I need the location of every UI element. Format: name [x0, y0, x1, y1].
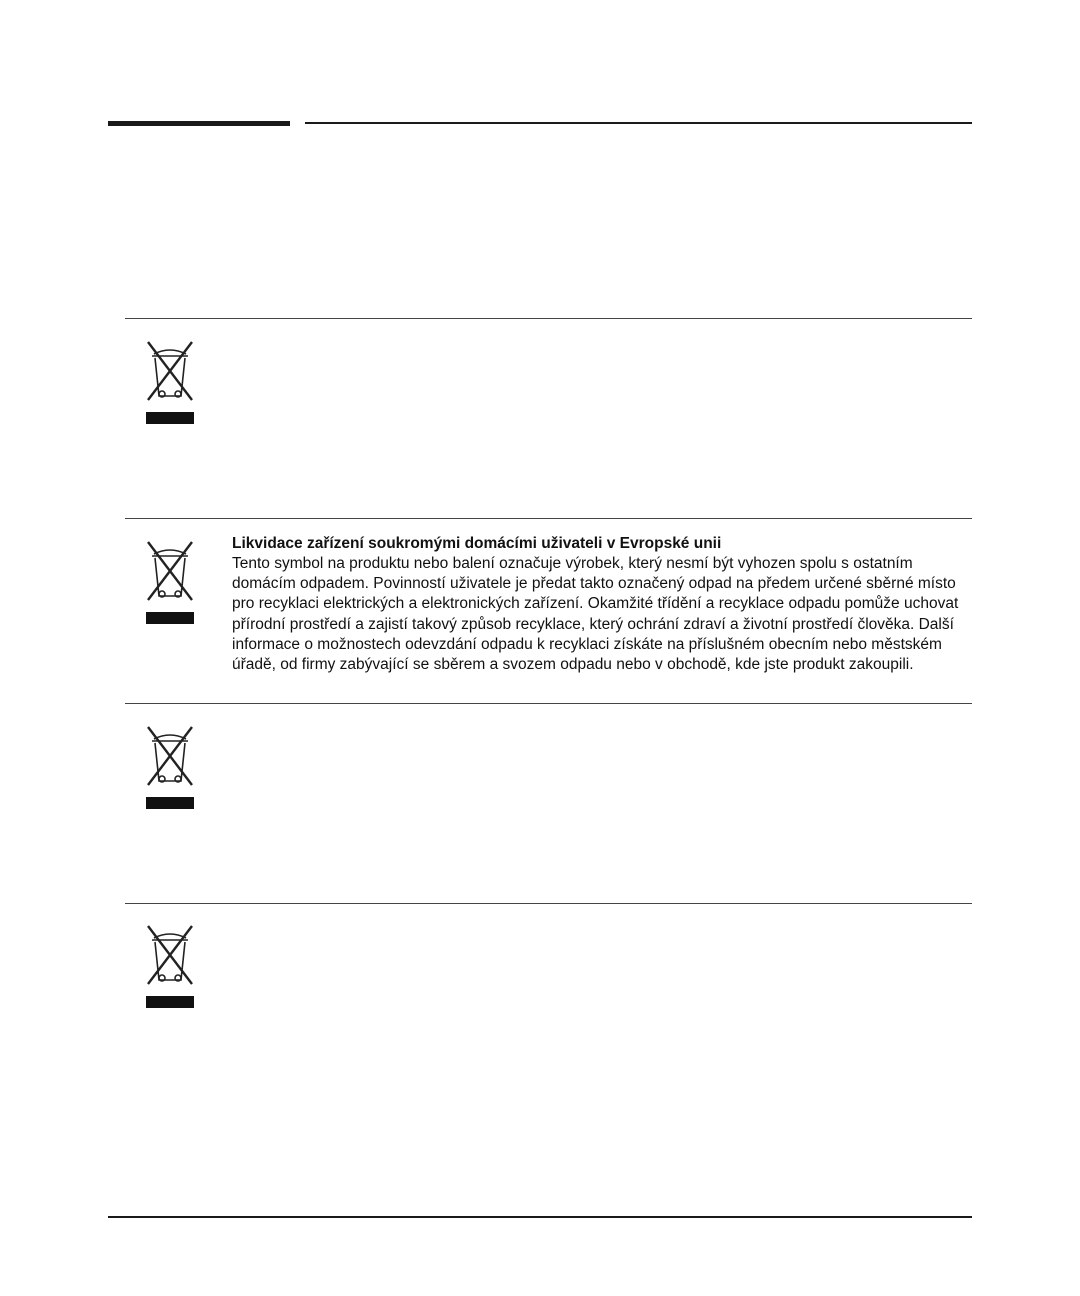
- section-divider: [125, 703, 972, 704]
- footer-rule: [108, 1216, 972, 1218]
- section-divider: [125, 318, 972, 319]
- header-rule-thick: [108, 121, 290, 126]
- weee-crossed-bin-icon: [144, 538, 196, 628]
- notice-title: Likvidace zařízení soukromými domácími uživateli v Evropské unii: [232, 535, 722, 552]
- section-divider: [125, 518, 972, 519]
- section-divider: [125, 903, 972, 904]
- weee-crossed-bin-icon: [144, 338, 196, 428]
- header-rule-thin: [305, 122, 972, 124]
- weee-crossed-bin-icon: [144, 723, 196, 813]
- notice-body: Tento symbol na produktu nebo balení označuje výrobek, který nesmí být vyhozen spolu s ostatním domácím odpadem. Povinností uživatele je předat takto označený odpad na předem určené sběrné místo pro recyklaci elektrických a elektronických zařízení. Okamžité třídění a recyklace odpadu pomůže uchovat přírodní prostředí a zajistí takový způsob recyklace, který ochrání zdraví a životní prostředí člověka. Další informace o možnostech odevzdání odpadu k recyklaci získáte na příslušném obecním nebo městském úřadě, od firmy zabývající se sběrem a svozem odpadu nebo v obchodě, kde jste produkt zakoupili.: [232, 555, 959, 674]
- weee-notice-czech: [232, 534, 962, 675]
- weee-crossed-bin-icon: [144, 922, 196, 1012]
